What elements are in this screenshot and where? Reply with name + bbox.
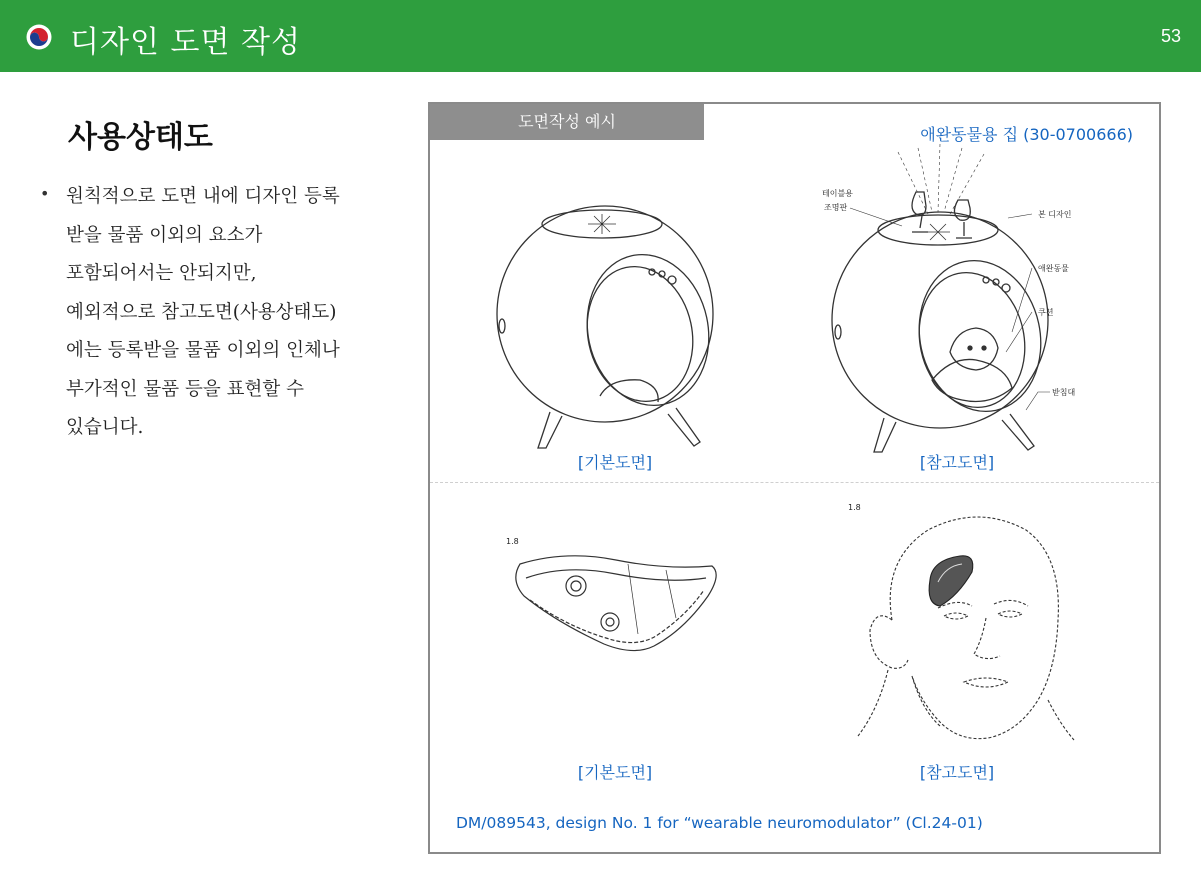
annotation-cushion: 쿠션 xyxy=(1038,308,1054,317)
bullet-text xyxy=(66,178,340,448)
section-title: 사용상태도 xyxy=(68,120,213,155)
reference-label: 애완동물용 집 (30-0700666) xyxy=(920,125,1133,144)
bullet-line: 받을 물품 이외의 요소가 xyxy=(66,224,263,246)
bullet-line: 포함되어서는 안되지만, xyxy=(66,263,257,284)
example-tab-label: 도면작성 예시 xyxy=(430,104,704,140)
design-reference-note: DM/089543, design No. 1 for “wearable neuromodulator” (Cl.24-01) xyxy=(456,814,983,832)
figure-label-left: 1.8 xyxy=(506,537,519,546)
bullet-line: 원칙적으로 도면 내에 디자인 등록 xyxy=(66,186,340,207)
annotation-pet: 애완동물 xyxy=(1038,264,1069,273)
bullet-line: 예외적으로 참고도면(사용상태도) xyxy=(66,301,337,323)
panel-divider xyxy=(430,482,1159,483)
head-device-reference-drawing xyxy=(848,500,1078,750)
bullet-line: 부가적인 물품 등을 표현할 수 xyxy=(66,378,304,400)
example-panel xyxy=(428,102,1161,854)
header-bar xyxy=(0,0,1201,72)
annotation-table-lighting-2: 조명판 xyxy=(824,203,848,212)
figure-label-right: 1.8 xyxy=(848,503,861,512)
bullet-dot-icon: • xyxy=(40,184,50,203)
bullet-line: 에는 등록받을 물품 이외의 인체나 xyxy=(66,340,340,361)
annotation-table-lighting-1: 테이블용 xyxy=(822,189,853,198)
caption-top-right: [참고도면] xyxy=(919,453,995,472)
annotation-this-design: 본 디자인 xyxy=(1038,210,1072,219)
taegeuk-logo-icon xyxy=(26,24,52,50)
caption-bottom-right: [참고도면] xyxy=(919,763,995,782)
caption-bottom-left: [기본도면] xyxy=(577,763,653,782)
wearable-device-basic-drawing xyxy=(506,534,726,664)
pet-house-basic-drawing xyxy=(490,202,730,452)
caption-top-left: [기본도면] xyxy=(577,453,653,472)
pet-house-reference-drawing xyxy=(780,144,1120,454)
page-number: 53 xyxy=(1160,26,1181,46)
bullet-line: 있습니다. xyxy=(66,417,144,438)
page-title: 디자인 도면 작성 xyxy=(70,25,301,60)
annotation-stand: 받침대 xyxy=(1052,388,1076,397)
